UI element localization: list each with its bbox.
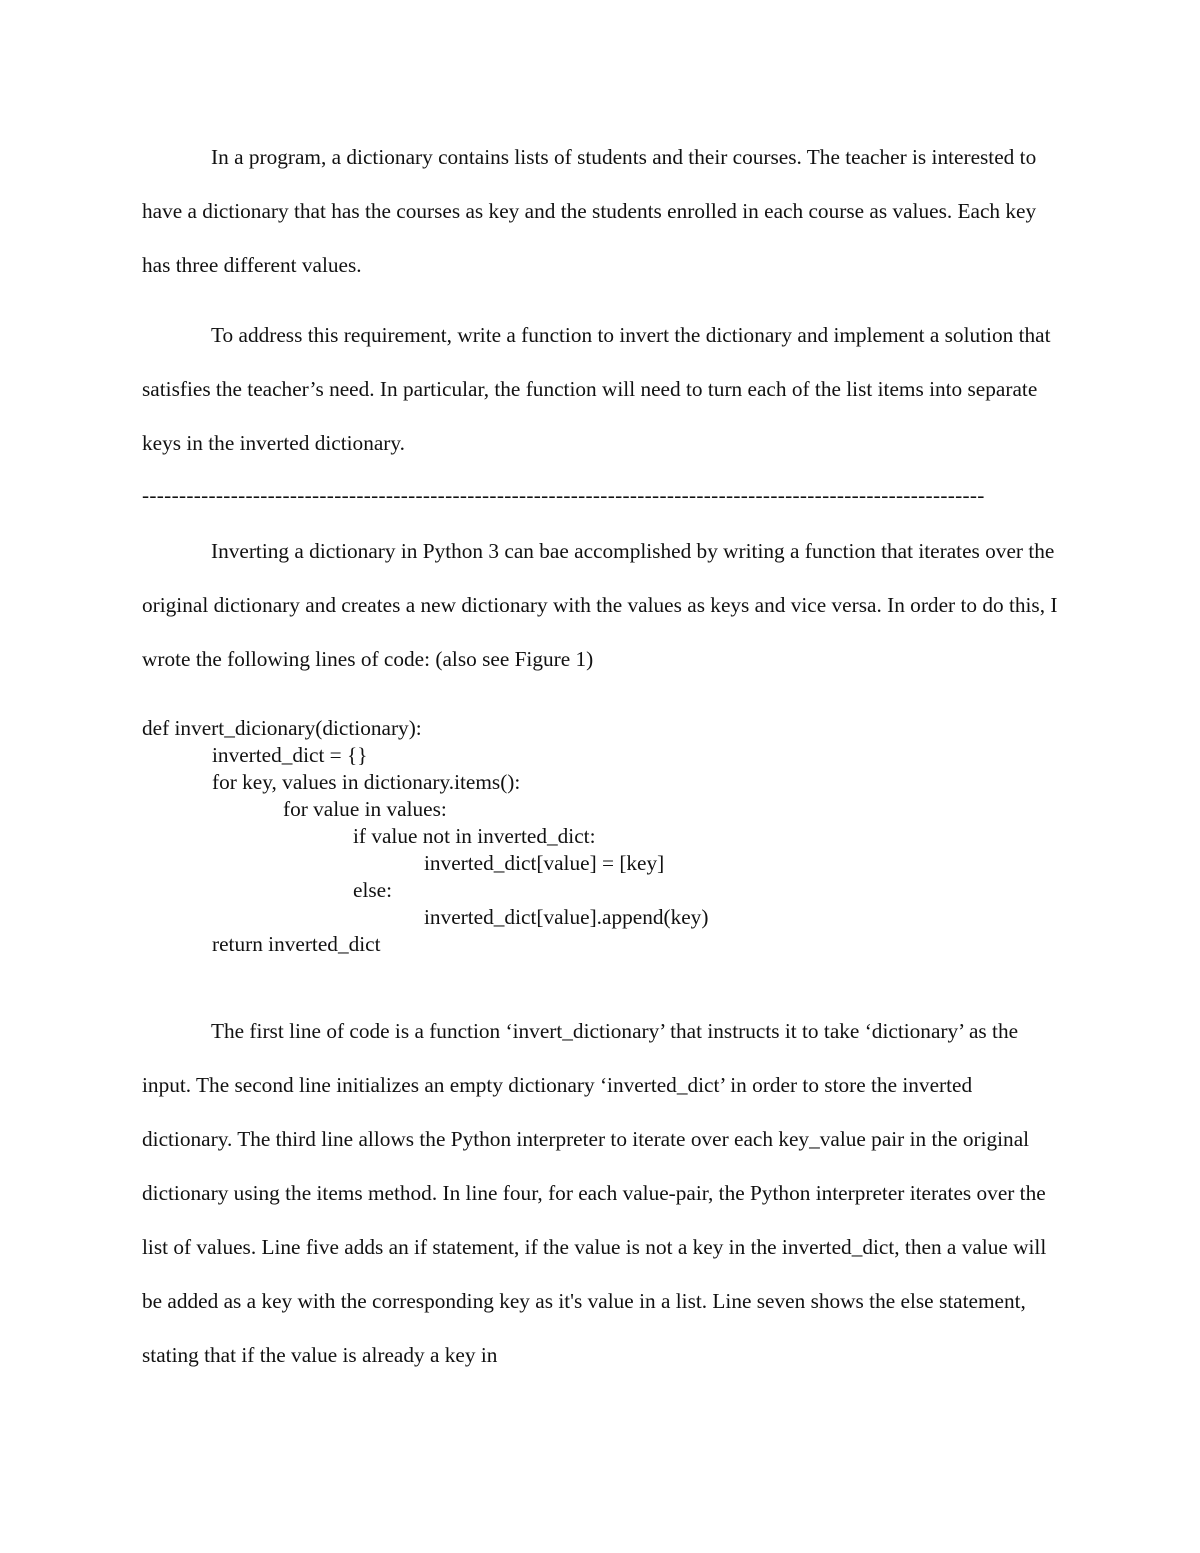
- code-line-assign: inverted_dict[value] = [key]: [424, 851, 665, 875]
- code-line-append: inverted_dict[value].append(key): [424, 905, 709, 929]
- explanation-paragraph: The first line of code is a function ‘invert_dictionary’ that instructs it to take ‘dictionary’ as the input. The second line initializes an empty dictionary ‘inverted_dict’ in order to store the inverted dictionary. The third line allows the Python interpreter to iterate over each key_value pair in the original dictionary using the items method. In line four, for each value-pair, the Python interpreter iterates over the list of values. Line five adds an if statement, if the value is not a key in the inverted_dict, then a value will be added as a key with the corresponding key as it's value in a list. Line seven shows the else statement, stating that if the value is already a key in: [142, 1019, 1047, 1367]
- code-line-for-items: for key, values in dictionary.items():: [212, 770, 521, 794]
- section-divider: ------------------------------------------------------------------------------------------------------------------: [142, 483, 985, 507]
- code-line-def: def invert_dicionary(dictionary):: [142, 716, 422, 740]
- code-line-init: inverted_dict = {}: [212, 743, 368, 767]
- code-block: [142, 715, 708, 958]
- code-line-else: else:: [353, 878, 393, 902]
- intro-paragraph: In a program, a dictionary contains lists of students and their courses. The teacher is interested to have a dictionary that has the courses as key and the students enrolled in each course as values. Each key has three different values.: [142, 145, 1037, 277]
- requirement-paragraph: To address this requirement, write a function to invert the dictionary and implement a solution that satisfies the teacher’s need. In particular, the function will need to turn each of the list items into separate keys in the inverted dictionary.: [142, 323, 1051, 455]
- code-line-for-values: for value in values:: [283, 797, 447, 821]
- solution-intro-paragraph: Inverting a dictionary in Python 3 can bae accomplished by writing a function that iterates over the original dictionary and creates a new dictionary with the values as keys and vice versa. In order to do this, I wrote the following lines of code: (also see Figure 1): [142, 539, 1058, 671]
- code-line-return: return inverted_dict: [212, 932, 381, 956]
- code-line-if: if value not in inverted_dict:: [353, 824, 596, 848]
